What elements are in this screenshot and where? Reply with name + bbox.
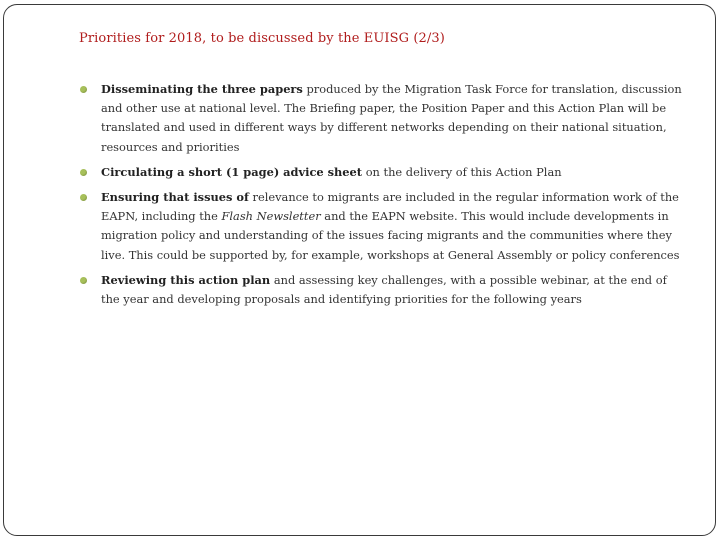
bullet-list: [79, 80, 683, 315]
bullet-dot-icon: [80, 277, 87, 284]
bullet-text-continued: and the EAPN website. This would include developments in migration policy and understanding of the issues facing migrants and the communities where they live. This could be supported by, for example, workshops at General Assembly or policy conferences: [101, 209, 680, 262]
bullet-lead: Reviewing this action plan: [101, 272, 271, 287]
bullet-text: on the delivery of this Action Plan: [362, 164, 562, 179]
list-item: [79, 80, 683, 157]
bullet-dot-icon: [80, 86, 87, 93]
bullet-lead: Circulating a short (1 page) advice sheet: [101, 164, 363, 179]
bullet-lead: Disseminating the three papers: [101, 82, 303, 96]
list-item: [79, 163, 683, 182]
bullet-text: relevance to migrants are included in the regular information work of the EAPN, including the: [101, 190, 679, 224]
bullet-text: and assessing key challenges, with a possible webinar, at the end of the year and developing proposals and identifying priorities for the following years: [101, 272, 667, 307]
bullet-dot-icon: [80, 169, 87, 176]
bullet-dot-icon: [80, 194, 87, 201]
newsletter-title: Flash Newsletter: [221, 209, 321, 224]
list-item: [79, 271, 683, 309]
bullet-lead: Ensuring that issues of: [101, 190, 249, 205]
slide-title: Priorities for 2018, to be discussed by the EUISG (2/3): [79, 31, 445, 46]
bullet-text: produced by the Migration Task Force for translation, discussion and other use at national level. The Briefing paper, the Position Paper and this Action Plan will be translated and used in different ways by different networks depending on their national situation, resources and priorities: [101, 82, 682, 154]
list-item: [79, 188, 683, 265]
